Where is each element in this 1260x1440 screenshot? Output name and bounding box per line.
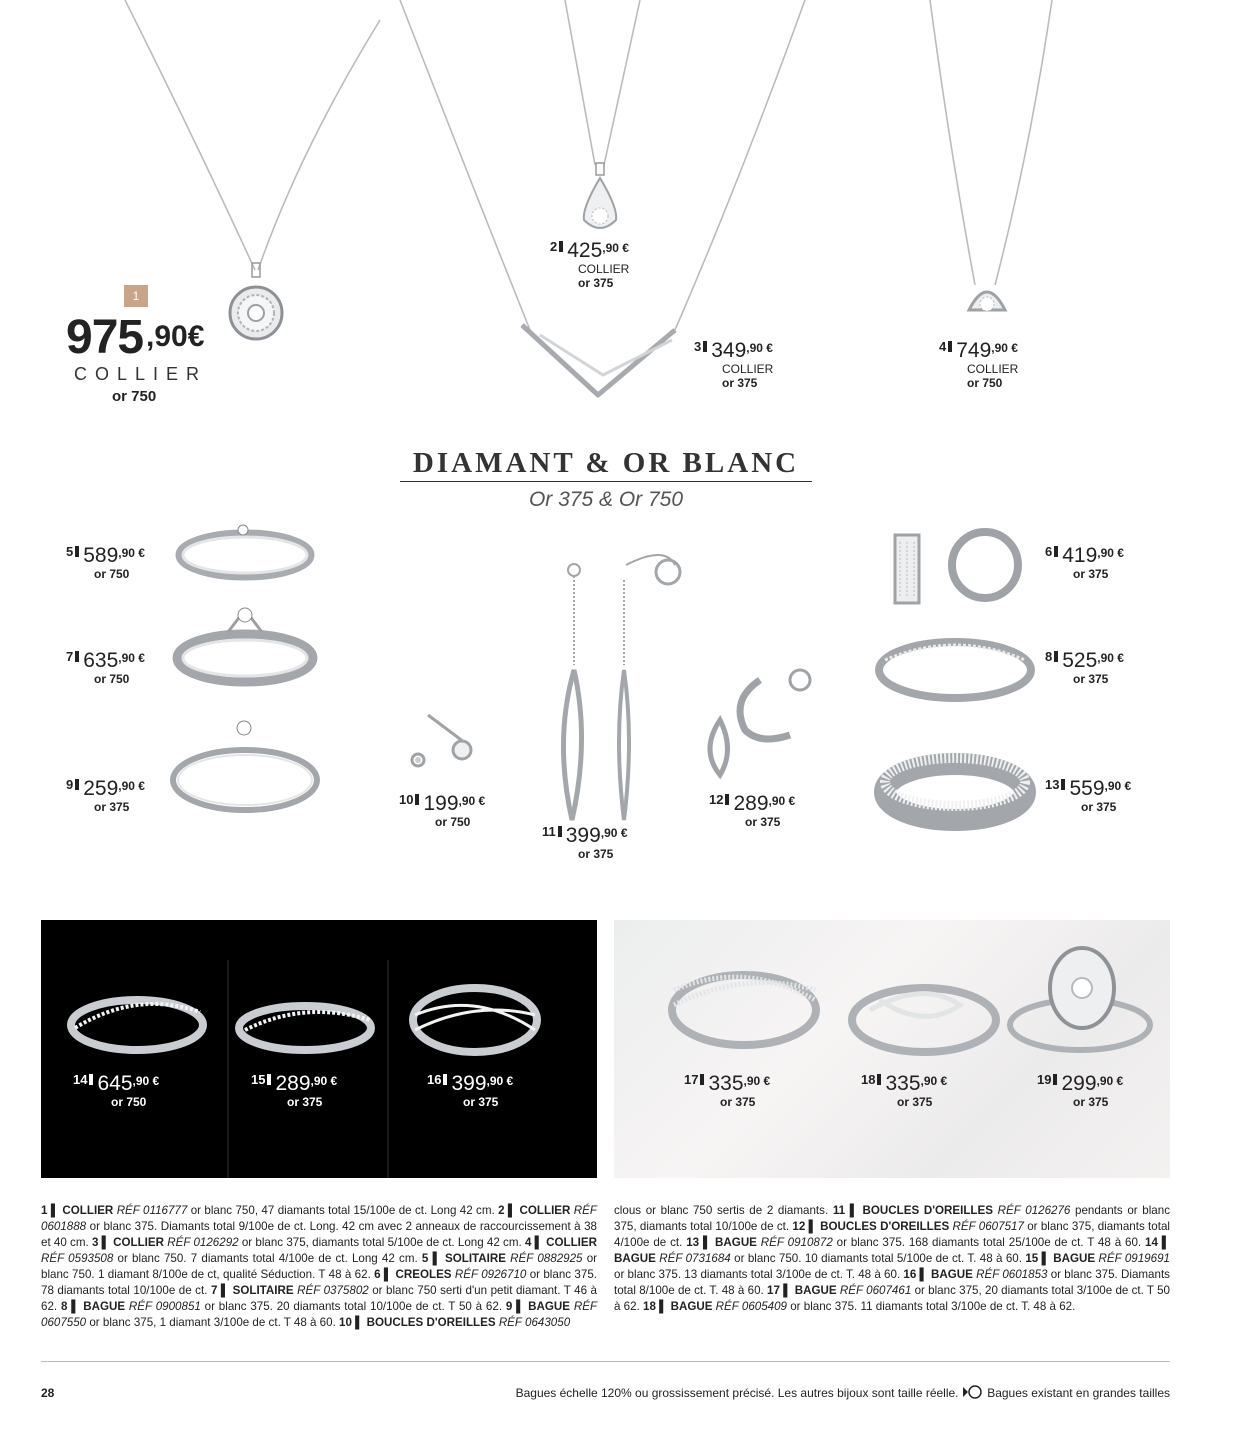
product-1-price: 975 (66, 311, 144, 364)
product-18-price-tag (861, 1073, 947, 1108)
product-number: 8 (1045, 649, 1053, 664)
product-metal: or 750 (435, 815, 471, 829)
separator-bar (725, 794, 729, 805)
product-type: COLLIER (967, 362, 1019, 376)
necklace-4-chain (930, 0, 1052, 285)
product-number: 17 (684, 1072, 699, 1087)
page-number: 28 (41, 1386, 55, 1400)
description-text: or blanc 750. 1 diamant 8/100e de ct, qualité Séduction. T 48 à 62. (41, 1252, 598, 1281)
description-product-name: 4 ▌ COLLIER (524, 1236, 597, 1249)
description-product-name: 14 ▌ BAGUE (614, 1236, 1170, 1265)
price-cents: ,90 € (602, 241, 629, 255)
ring-9-stone (237, 721, 251, 735)
description-text: or blanc 375. 78 diamants total 10/100e de ct. (41, 1268, 597, 1297)
description-product-name: 8 ▌ BAGUE (60, 1300, 129, 1313)
price-cents: ,90 € (746, 341, 773, 355)
description-text: pendants or blanc 375, diamants total 10/100e de ct. (614, 1204, 1170, 1233)
description-ref: RÉF 0607517 (952, 1220, 1028, 1233)
product-3-price-tag (694, 340, 773, 389)
separator-bar (443, 1074, 447, 1085)
product-metal: or 375 (94, 800, 130, 814)
description-text: or blanc 375. Diamants total 9/100e de ct. Long. 42 cm avec 2 anneaux de raccourcissement à 38 et 40 cm. (41, 1220, 598, 1249)
description-entry (41, 1204, 498, 1217)
price-euros: 349 (711, 339, 747, 362)
product-metal: or 750 (111, 1095, 147, 1109)
description-entry (339, 1316, 570, 1329)
separator-bar (559, 241, 563, 252)
footer-divider (41, 1361, 1170, 1362)
ring-14 (71, 1000, 203, 1050)
product-1-badge: 1 (124, 285, 148, 307)
separator-bar (75, 779, 79, 790)
price-euros: 525 (1062, 649, 1098, 672)
description-text: or blanc 375. Diamants total 8/100e de ct. T. 48 à 60. (614, 1268, 1170, 1297)
price-euros: 749 (956, 339, 992, 362)
separator-bar (1054, 651, 1058, 662)
ring-5 (179, 533, 311, 577)
product-number: 19 (1037, 1072, 1052, 1087)
product-2-price-tag (550, 240, 629, 289)
separator-bar (75, 546, 79, 557)
price-cents: ,90 € (1097, 546, 1124, 560)
product-number: 13 (1045, 777, 1060, 792)
description-text: or blanc 375, 20 diamants total 3/100e de ct. T 50 à 62. (614, 1284, 1170, 1313)
ring-5-stone (238, 525, 248, 535)
description-entry (92, 1236, 525, 1249)
separator-bar (415, 794, 419, 805)
section-subtitle: Or 375 & Or 750 (528, 488, 684, 511)
product-metal: or 375 (287, 1095, 323, 1109)
pendant-4 (969, 292, 1005, 311)
price-euros: 645 (97, 1072, 133, 1095)
description-ref: RÉF 0910872 (760, 1236, 837, 1249)
product-number: 14 (73, 1072, 88, 1087)
product-number: 6 (1045, 544, 1053, 559)
description-entry (686, 1236, 1145, 1249)
earrings-6 (895, 532, 1018, 603)
description-ref: RÉF 0601853 (976, 1268, 1051, 1281)
price-euros: 419 (1062, 544, 1098, 567)
product-14-price-tag (73, 1073, 159, 1108)
product-metal: or 750 (94, 567, 130, 581)
product-9-price-tag (66, 778, 145, 813)
product-descriptions-left (41, 1203, 597, 1331)
product-type: COLLIER (722, 362, 774, 376)
price-cents: ,90 € (132, 1074, 160, 1088)
description-entry (61, 1300, 506, 1313)
description-ref: RÉF 0375802 (297, 1284, 373, 1297)
product-17-price-tag (684, 1073, 770, 1108)
description-product-name: 17 ▌ BAGUE (767, 1284, 840, 1297)
description-ref: RÉF 0605409 (715, 1300, 791, 1313)
product-19-price-tag (1037, 1073, 1123, 1108)
pendant-1 (230, 263, 282, 339)
separator-bar (1053, 1074, 1057, 1085)
description-ref: RÉF 0593508 (41, 1252, 118, 1265)
price-euros: 289 (275, 1072, 311, 1095)
description-text: or blanc 750, 47 diamants total 15/100e de ct. Long 42 cm. (190, 1204, 499, 1217)
product-metal: or 375 (578, 276, 614, 290)
price-cents: ,90 € (458, 794, 486, 808)
separator-bar (75, 651, 79, 662)
price-euros: 425 (567, 239, 603, 262)
description-ref: RÉF 0882925 (510, 1252, 587, 1265)
description-entry (614, 1204, 833, 1217)
footer-note-tail: Bagues existant en grandes tailles (987, 1386, 1170, 1400)
product-number: 2 (550, 239, 558, 254)
separator-bar (89, 1074, 93, 1085)
separator-bar (558, 826, 562, 837)
description-ref: RÉF 0731684 (659, 1252, 735, 1265)
description-text: clous or blanc 750 sertis de 2 diamants. (614, 1204, 833, 1217)
footer-note-text: Bagues échelle 120% ou grossissement précisé. Les autres bijoux sont taille réelle. (515, 1386, 959, 1400)
product-number: 7 (66, 649, 74, 664)
product-metal: or 375 (897, 1095, 933, 1109)
product-metal: or 375 (1073, 567, 1109, 581)
product-1-price-cents: ,90€ (146, 320, 205, 353)
ring-outline-icon (962, 1385, 984, 1399)
price-euros: 289 (733, 792, 769, 815)
product-5-price-tag (66, 545, 145, 580)
ring-13 (885, 758, 1025, 820)
description-product-name: 12 ▌ BOUCLES D'OREILLES (792, 1220, 953, 1233)
price-euros: 399 (565, 824, 601, 847)
description-product-name: 16 ▌ BAGUE (903, 1268, 977, 1281)
price-euros: 559 (1069, 777, 1105, 800)
product-metal: or 375 (745, 815, 781, 829)
price-cents: ,90 € (920, 1074, 948, 1088)
description-text: or blanc 375. 13 diamants total 3/100e de ct. T. 48 à 60. (614, 1268, 904, 1281)
product-13-price-tag (1045, 778, 1131, 813)
product-1-type: COLLIER (74, 364, 208, 384)
product-metal: or 375 (722, 376, 758, 390)
ring-7-stone (238, 608, 252, 622)
product-metal: or 750 (94, 672, 130, 686)
earrings-12 (710, 670, 810, 775)
product-metal: or 750 (967, 376, 1003, 390)
description-product-name: 2 ▌ COLLIER (498, 1204, 574, 1217)
price-cents: ,90 € (768, 794, 796, 808)
product-metal: or 375 (1081, 800, 1117, 814)
product-15-price-tag (251, 1073, 337, 1108)
pendant-3 (522, 325, 675, 395)
product-metal: or 375 (720, 1095, 756, 1109)
product-number: 15 (251, 1072, 266, 1087)
pendant-2 (584, 163, 616, 228)
price-cents: ,90 € (118, 546, 145, 560)
product-number: 18 (861, 1072, 876, 1087)
description-product-name: 13 ▌ BAGUE (686, 1236, 761, 1249)
product-metal: or 375 (578, 847, 614, 861)
separator-bar (700, 1074, 704, 1085)
description-ref: RÉF 0919691 (1098, 1252, 1170, 1265)
description-text: or blanc 750 serti d'un petit diamant. T 46 à 62. (41, 1284, 597, 1313)
product-number: 4 (939, 339, 947, 354)
separator-bar (948, 341, 952, 352)
price-euros: 399 (451, 1072, 487, 1095)
title-underline (400, 481, 812, 482)
separator-bar (267, 1074, 271, 1085)
description-product-name: 5 ▌ SOLITAIRE (421, 1252, 511, 1265)
price-cents: ,90 € (743, 1074, 771, 1088)
description-ref: RÉF 0607550 (41, 1300, 598, 1329)
separator-bar (1061, 779, 1065, 790)
price-cents: ,90 € (486, 1074, 514, 1088)
description-text: or blanc 375, diamants total 5/100e de ct. Long 42 cm. (241, 1236, 525, 1249)
necklace-2-chain (565, 0, 640, 165)
description-ref: RÉF 0116777 (116, 1204, 191, 1217)
description-text: or blanc 750. 10 diamants total 5/100e de ct. T. 48 à 60. (734, 1252, 1026, 1265)
description-product-name: 11 ▌ BOUCLES D'OREILLES (832, 1204, 998, 1217)
description-product-name: 7 ▌ SOLITAIRE (210, 1284, 298, 1297)
description-text: or blanc 375, diamants total 4/100e de ct. (614, 1220, 1170, 1249)
footer-note (516, 1385, 1170, 1400)
description-product-name: 1 ▌ COLLIER (41, 1204, 117, 1217)
description-product-name: 10 ▌ BOUCLES D'OREILLES (339, 1316, 499, 1329)
product-type: COLLIER (578, 262, 630, 276)
ring-16 (413, 988, 537, 1052)
ring-18 (852, 988, 996, 1052)
earrings-11 (563, 555, 680, 820)
description-ref: RÉF 0643050 (498, 1316, 571, 1329)
product-number: 16 (427, 1072, 442, 1087)
price-cents: ,90 € (1104, 779, 1132, 793)
description-text: or blanc 375. 168 diamants total 25/100e de ct. T 48 à 60. (836, 1236, 1145, 1249)
ring-19 (1010, 948, 1150, 1050)
product-metal: or 375 (1073, 672, 1109, 686)
price-cents: ,90 € (1096, 1074, 1124, 1088)
separator-bar (703, 341, 707, 352)
description-product-name: 9 ▌ BAGUE (505, 1300, 574, 1313)
earrings-10 (412, 715, 471, 766)
description-product-name: 3 ▌ COLLIER (91, 1236, 168, 1249)
ring-8 (879, 642, 1031, 698)
separator-bar (877, 1074, 881, 1085)
product-16-price-tag (427, 1073, 513, 1108)
ring-15 (239, 1006, 371, 1050)
product-number: 11 (542, 824, 556, 839)
product-4-price-tag (939, 340, 1018, 389)
description-text: or blanc 375, 1 diamant 3/100e de ct. T 48 à 60. (89, 1316, 340, 1329)
ring-9 (173, 750, 317, 810)
product-number: 10 (399, 792, 414, 807)
description-ref: RÉF 0126276 (997, 1204, 1075, 1217)
product-11-price-tag (542, 825, 628, 860)
necklace-1-chain (125, 0, 380, 270)
price-cents: ,90 € (1097, 651, 1124, 665)
description-ref: RÉF 0926710 (454, 1268, 530, 1281)
product-number: 3 (694, 339, 702, 354)
ring-17 (672, 975, 816, 1045)
separator-bar (1054, 546, 1058, 557)
description-entry (643, 1300, 1075, 1313)
product-10-price-tag (399, 793, 485, 828)
price-cents: ,90 € (118, 651, 145, 665)
price-cents: ,90 € (118, 779, 145, 793)
price-euros: 335 (708, 1072, 744, 1095)
price-euros: 335 (885, 1072, 921, 1095)
description-product-name: 18 ▌ BAGUE (643, 1300, 716, 1313)
product-metal: or 375 (463, 1095, 499, 1109)
price-euros: 635 (83, 649, 119, 672)
product-7-price-tag (66, 650, 145, 685)
product-number: 12 (709, 792, 724, 807)
product-metal: or 375 (1073, 1095, 1109, 1109)
price-euros: 199 (423, 792, 459, 815)
price-cents: ,90 € (600, 826, 628, 840)
description-ref: RÉF 0900851 (128, 1300, 205, 1313)
product-number: 5 (66, 544, 74, 559)
product-descriptions-right (614, 1203, 1170, 1315)
price-euros: 259 (83, 777, 119, 800)
description-text: or blanc 375. 11 diamants total 3/100e de ct. T. 48 à 62. (790, 1300, 1076, 1313)
description-ref: RÉF 0126292 (167, 1236, 242, 1249)
description-text: or blanc 750. 7 diamants total 4/100e de ct. Long 42 cm. (117, 1252, 422, 1265)
necklaces-illustration (0, 0, 1260, 420)
product-number: 9 (66, 777, 74, 792)
band-rings-illustration (0, 920, 1260, 1180)
product-6-price-tag (1045, 545, 1124, 580)
price-euros: 299 (1061, 1072, 1097, 1095)
product-8-price-tag (1045, 650, 1124, 685)
description-ref: RÉF 0607461 (839, 1284, 915, 1297)
product-1-metal: or 750 (112, 388, 157, 405)
description-product-name: 15 ▌ BAGUE (1025, 1252, 1099, 1265)
price-euros: 589 (83, 544, 119, 567)
section-title: DIAMANT & OR BLANC (412, 447, 800, 479)
price-cents: ,90 € (991, 341, 1018, 355)
description-text: or blanc 375. 20 diamants total 10/100e de ct. T 50 à 62. (204, 1300, 506, 1313)
product-12-price-tag (709, 793, 795, 828)
description-product-name: 6 ▌ CREOLES (374, 1268, 455, 1281)
description-ref: RÉF 0601888 (41, 1204, 597, 1233)
price-cents: ,90 € (310, 1074, 338, 1088)
